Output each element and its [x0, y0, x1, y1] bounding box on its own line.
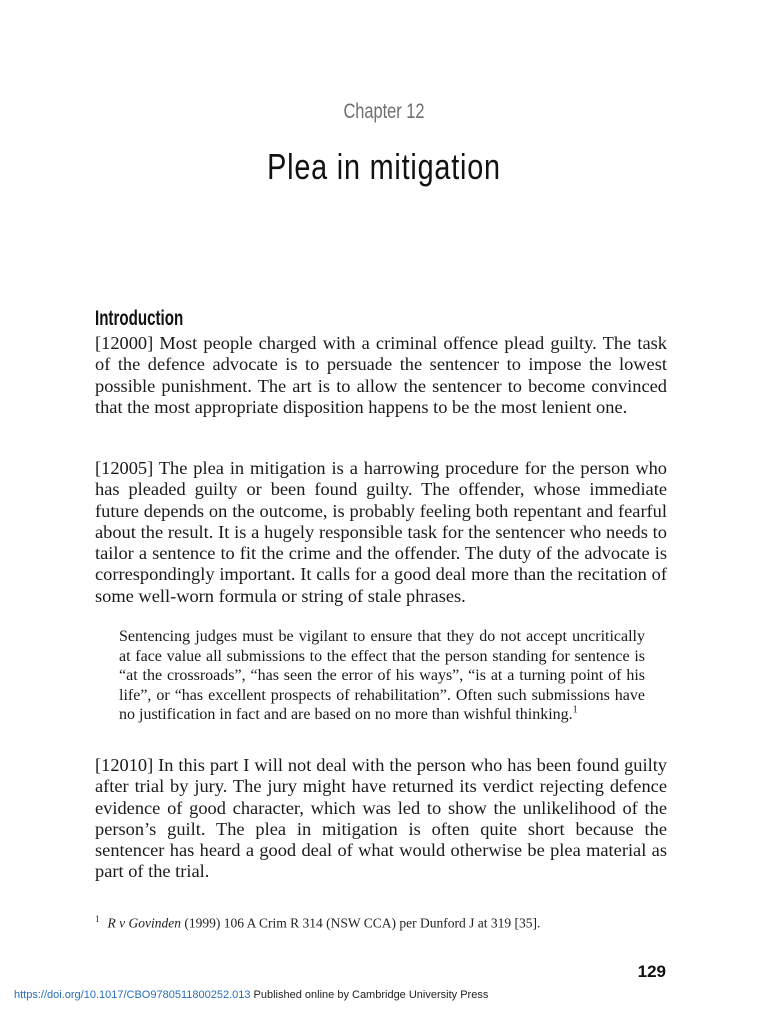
paragraph-12010: [12010] In this part I will not deal with the person who has been found guilty after trial by jury. The jury might have returned its verdict rejecting defence evidence of good character, which was led to show the unlikelihood of the person’s guilt. The plea in mitigation is often quite short because the sentencer has heard a good deal of what would otherwise be plea material as part of the trial. [95, 755, 667, 882]
chapter-title: Plea in mitigation [267, 146, 501, 187]
footnote-citation: (1999) 106 A Crim R 314 (NSW CCA) per Dunford J at 319 [35]. [180, 915, 541, 931]
paragraph-12005: [12005] The plea in mitigation is a harrowing procedure for the person who has pleaded guilty or been found guilty. The offender, whose immediate future depends on the outcome, is probably feeling both repentant and fearful about the result. It is a hugely responsible task for the sentencer who needs to tailor a sentence to fit the crime and the offender. The duty of the advocate is correspondingly important. It calls for a good deal more than the recitation of some well-worn formula or string of stale phrases. [95, 458, 667, 606]
block-quote [119, 627, 645, 725]
doi-footer [14, 989, 488, 1001]
quote-text: Sentencing judges must be vigilant to ensure that they do not accept uncritically at face value all submissions to the effect that the person standing for sentence is “at the crossroads”, “has seen the error of his ways”, “is at a turning point of his life”, or “has excellent prospects of rehabilitation”. Often such submissions have no justification in fact and are based on no more than wishful thinking. [119, 628, 645, 723]
paragraph-12000: [12000] Most people charged with a criminal offence plead guilty. The task of the defence advocate is to persuade the sentencer to impose the lowest possible punishment. The art is to allow the sentencer to become convinced that the most appropriate disposition happens to be the most lenient one. [95, 333, 667, 417]
page-number: 129 [637, 962, 666, 981]
doi-link[interactable]: https://doi.org/10.1017/CBO9780511800252.013 [14, 989, 251, 1001]
footnote [95, 914, 540, 932]
footnote-case-name: R v Govinden [107, 915, 181, 931]
chapter-label: Chapter 12 [343, 100, 425, 123]
footnote-number: 1 [95, 914, 100, 924]
publisher-text: Published online by Cambridge University Press [250, 989, 489, 1001]
section-heading: Introduction [95, 307, 184, 330]
footnote-reference[interactable]: 1 [572, 704, 578, 716]
